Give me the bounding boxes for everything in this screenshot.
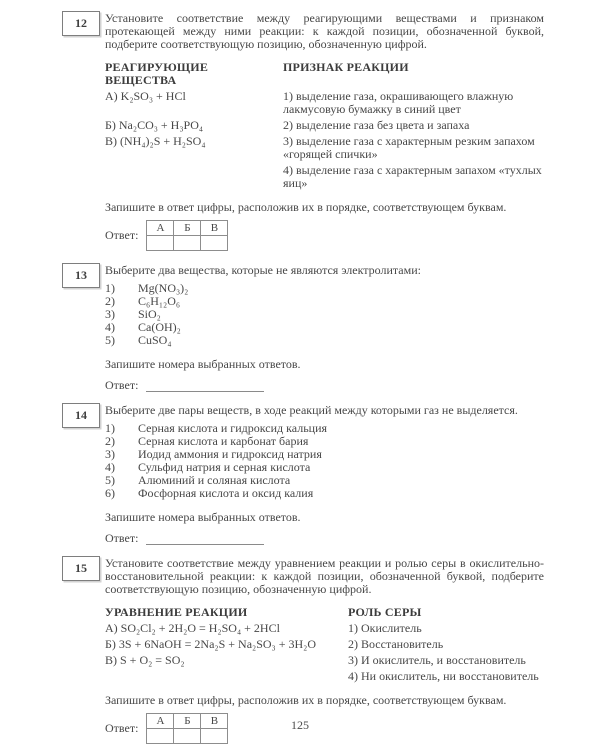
match-left-header: УРАВНЕНИЕ РЕАКЦИИ (105, 605, 248, 619)
match-right-item: 4) Ни окислитель, ни восстановитель (348, 669, 539, 683)
question-14-answer-row (105, 532, 544, 545)
question-15-match-table (105, 606, 544, 683)
answer-label: Ответ: (105, 721, 139, 735)
match-row (105, 90, 544, 116)
match-right-item: 1) выделение газа, окрашивающего влажную лакмусовую бумажку в синий цвет (283, 89, 514, 116)
answer-label: Ответ: (105, 531, 139, 545)
option-number: 2) (105, 434, 115, 448)
option-text: C₆H₁₂O₆ (138, 294, 181, 308)
question-12-answer-row (105, 220, 544, 251)
answer-table-header: В (201, 714, 228, 729)
question-15-intro: Установите соответствие между уравнением реакции и ролью серы в окислительно-восстановительной реакции: к каждой позиции, обозначенной буквой, подберите соответствующую позицию, обозначенную цифрой. (105, 556, 544, 596)
answer-label: Ответ: (105, 378, 139, 392)
option-item (105, 295, 544, 308)
match-row (105, 135, 544, 161)
question-number: 15 (75, 561, 87, 575)
match-row (105, 164, 544, 190)
option-item (105, 334, 544, 347)
option-number: 4) (105, 460, 115, 474)
match-right-item: 2) Восстановитель (348, 637, 444, 651)
match-right-item: 3) выделение газа с характерным резким запахом «горящей спички» (283, 134, 535, 161)
match-right-header: ПРИЗНАК РЕАКЦИИ (283, 60, 409, 74)
match-left-item: В) S + O₂ = SO₂ (105, 653, 185, 667)
option-text: Иодид аммония и гидроксид натрия (138, 447, 322, 461)
question-12-match-table (105, 61, 544, 190)
question-13-intro: Выберите два вещества, которые не являются электролитами: (105, 263, 421, 277)
option-text: Mg(NO₃)₂ (138, 281, 189, 295)
match-row (105, 119, 544, 132)
match-left-item-empty (105, 670, 348, 683)
match-right-item: 4) выделение газа с характерным запахом «тухлых яиц» (283, 163, 542, 190)
answer-cell (147, 236, 174, 251)
question-14 (0, 392, 600, 545)
answer-table-header: А (147, 221, 174, 236)
option-text: Фосфорная кислота и оксид калия (138, 486, 314, 500)
question-13 (0, 251, 600, 392)
question-number: 12 (75, 16, 87, 30)
match-left-item-empty (105, 164, 283, 190)
question-15 (0, 545, 600, 744)
option-text: Алюминий и соляная кислота (138, 473, 291, 487)
match-row (105, 654, 544, 667)
question-12-number-box (62, 11, 100, 36)
answer-table-header: В (201, 221, 228, 236)
answer-label: Ответ: (105, 228, 139, 242)
question-number: 14 (75, 408, 87, 422)
option-item (105, 487, 544, 500)
match-right-item: 1) Окислитель (348, 621, 422, 635)
match-left-item: А) K₂SO₃ + HCl (105, 89, 186, 103)
question-13-options (105, 282, 544, 347)
option-number: 3) (105, 447, 115, 461)
option-text: Серная кислота и гидроксид кальция (138, 421, 328, 435)
question-13-answer-row (105, 379, 544, 392)
match-row (105, 622, 544, 635)
answer-table-header: А (147, 714, 174, 729)
match-row (105, 638, 544, 651)
option-number: 1) (105, 281, 115, 295)
option-number: 3) (105, 307, 115, 321)
question-14-intro: Выберите две пары веществ, в ходе реакций между которыми газ не выделяется. (105, 403, 518, 417)
answer-cell (174, 236, 201, 251)
question-14-number-box (62, 403, 100, 428)
question-13-instruction: Запишите номера выбранных ответов. (105, 357, 301, 371)
option-number: 5) (105, 333, 115, 347)
match-left-header: РЕАГИРУЮЩИЕ ВЕЩЕСТВА (105, 60, 209, 87)
option-text: Сульфид натрия и серная кислота (138, 460, 311, 474)
option-number: 4) (105, 320, 115, 334)
question-number: 13 (75, 268, 87, 282)
answer-blank-line (146, 533, 264, 545)
answer-table-header: Б (174, 221, 201, 236)
match-left-item: А) SO₂Cl₂ + 2H₂O = H₂SO₄ + 2HCl (105, 621, 280, 635)
match-left-item: Б) Na₂CO₃ + H₃PO₄ (105, 118, 204, 132)
match-right-item: 2) выделение газа без цвета и запаха (283, 118, 470, 132)
question-12-instruction: Запишите в ответ цифры, расположив их в порядке, соответствующем буквам. (105, 200, 507, 214)
option-text: Ca(OH)₂ (138, 320, 181, 334)
option-number: 2) (105, 294, 115, 308)
question-13-number-box (62, 263, 100, 288)
answer-table-header: Б (174, 714, 201, 729)
question-15-number-box (62, 556, 100, 581)
page-number: 125 (291, 718, 309, 732)
option-text: Серная кислота и карбонат бария (138, 434, 309, 448)
answer-blank-line (146, 380, 264, 392)
answer-table (146, 220, 228, 251)
option-text: CuSO₄ (138, 333, 172, 347)
answer-cell (201, 236, 228, 251)
option-number: 6) (105, 486, 115, 500)
option-number: 5) (105, 473, 115, 487)
question-14-instruction: Запишите номера выбранных ответов. (105, 510, 301, 524)
question-15-instruction: Запишите в ответ цифры, расположив их в порядке, соответствующем буквам. (105, 693, 507, 707)
match-row (105, 670, 544, 683)
question-12-intro: Установите соответствие между реагирующими веществами и признаком протекающей между ними реакции: к каждой позиции, обозначенной буквой, подберите соответствующую позицию, обозначенную цифрой. (105, 11, 544, 51)
match-right-header: РОЛЬ СЕРЫ (348, 605, 422, 619)
question-14-options (105, 422, 544, 500)
match-left-item: Б) 3S + 6NaOH = 2Na₂S + Na₂SO₃ + 3H₂O (105, 637, 317, 651)
match-right-item: 3) И окислитель, и восстановитель (348, 653, 526, 667)
match-left-item: В) (NH₄)₂S + H₂SO₄ (105, 134, 206, 148)
question-12 (0, 0, 600, 251)
option-number: 1) (105, 421, 115, 435)
option-text: SiO₂ (138, 307, 161, 321)
